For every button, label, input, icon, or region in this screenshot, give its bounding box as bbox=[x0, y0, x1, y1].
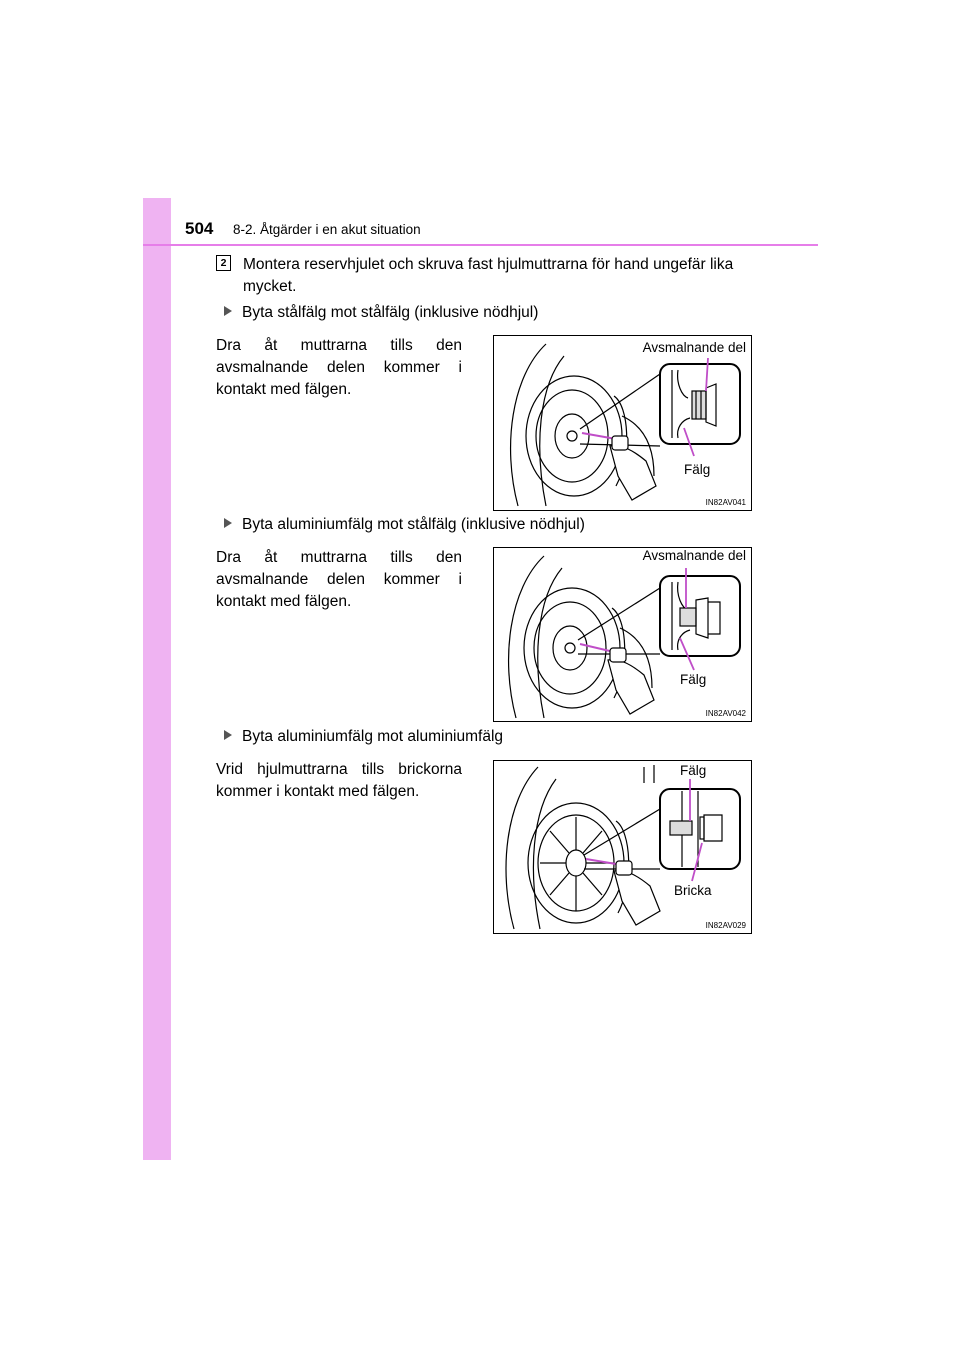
step-instruction: Montera reservhjulet och skruva fast hjulmuttrarna för hand ungefär lika mycket. bbox=[243, 256, 734, 295]
figure-callout-rim: Fälg bbox=[680, 763, 707, 778]
figure-alloy-to-steel bbox=[493, 547, 752, 722]
figure-callout-taper: Avsmalnande del bbox=[642, 340, 746, 355]
page-number: 504 bbox=[185, 219, 214, 238]
case-heading bbox=[224, 303, 538, 323]
figure-steel-to-steel bbox=[493, 335, 752, 511]
case-heading-text: Byta aluminiumfälg mot stålfälg (inklusive nödhjul) bbox=[242, 516, 585, 533]
step-number-badge: 2 bbox=[216, 255, 231, 271]
bullet-triangle-icon bbox=[224, 518, 232, 528]
case-heading-text: Byta stålfälg mot stålfälg (inklusive nödhjul) bbox=[242, 304, 539, 321]
figure-callout-washer: Bricka bbox=[674, 883, 712, 898]
figure-code: IN82AV029 bbox=[705, 921, 746, 930]
figure-alloy-to-alloy bbox=[493, 760, 752, 934]
section-title: 8-2. Åtgärder i en akut situation bbox=[233, 222, 421, 237]
bullet-triangle-icon bbox=[224, 306, 232, 316]
case-description: Dra åt muttrarna tills den avsmalnande delen kommer i kontakt med fälgen. bbox=[216, 549, 462, 610]
case-heading-text: Byta aluminiumfälg mot aluminiumfälg bbox=[242, 728, 504, 745]
header-rule bbox=[143, 244, 818, 246]
figure-code: IN82AV042 bbox=[705, 709, 746, 718]
bullet-triangle-icon bbox=[224, 730, 232, 740]
case-heading bbox=[224, 727, 503, 747]
case-heading bbox=[224, 515, 585, 535]
figure-callout-rim: Fälg bbox=[684, 462, 711, 477]
figure-callout-taper: Avsmalnande del bbox=[642, 548, 746, 563]
case-description: Dra åt muttrarna tills den avsmalnande delen kommer i kontakt med fälgen. bbox=[216, 337, 462, 398]
case-description: Vrid hjulmuttrarna tills brickorna kommer i kontakt med fälgen. bbox=[216, 761, 462, 800]
figure-code: IN82AV041 bbox=[705, 498, 746, 507]
figure-callout-rim: Fälg bbox=[680, 672, 707, 687]
side-color-strip bbox=[143, 198, 171, 1160]
